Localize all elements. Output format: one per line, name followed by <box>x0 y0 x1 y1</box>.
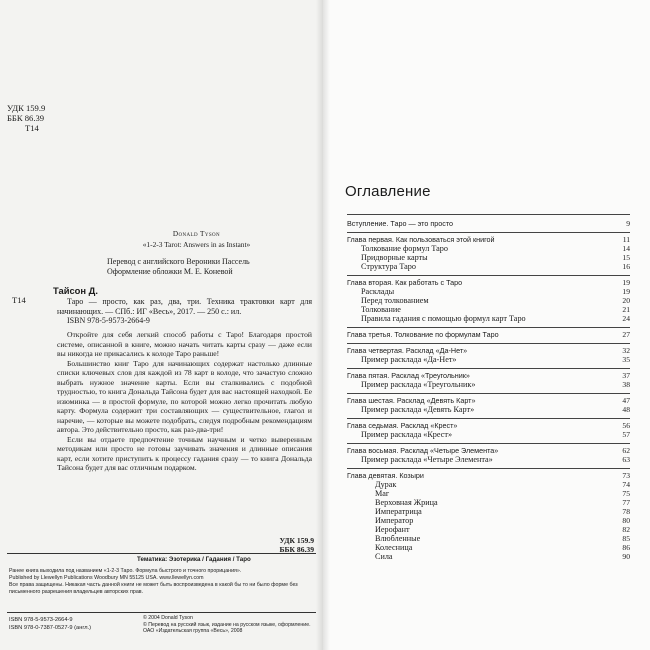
toc-entry-row <box>347 489 630 498</box>
toc-page-number: 57 <box>622 430 630 439</box>
toc-entry-label: Иерофант <box>375 525 410 534</box>
toc-entry-label: Глава седьмая. Расклад «Крест» <box>347 421 458 430</box>
toc-chapter-row <box>347 343 630 355</box>
toc-page-number: 27 <box>622 330 630 339</box>
toc-entry-row <box>347 516 630 525</box>
toc-chapter-row <box>347 214 630 228</box>
entry-text: Таро — просто, как раз, два, три. Техника трактовки карт для начинающих. — СПб.: ИГ «Весь», 2017. — 250 с.: ил. <box>57 297 312 316</box>
udk-block-top <box>7 103 45 133</box>
toc-page-number: 78 <box>622 507 630 516</box>
annotation-paragraph: Откройте для себя легкий способ работы с Таро! Благодаря простой системе, описанной в книге, можно начать читать карты сразу — даже если вы никогда не прикасались к колоде Таро раньше! <box>57 330 312 358</box>
divider <box>7 612 316 613</box>
toc-entry-label: Императрица <box>375 507 422 516</box>
toc-entry-row <box>347 355 630 364</box>
toc-entry-row <box>347 296 630 305</box>
toc-entry-label: Колесница <box>375 543 413 552</box>
imprint-block <box>9 568 314 596</box>
toc-entry-row <box>347 430 630 439</box>
toc-page-number: 85 <box>622 534 630 543</box>
copyright-line: © 2004 Donald Tyson <box>143 615 193 621</box>
toc-page-number: 20 <box>622 296 630 305</box>
toc-page-number: 9 <box>626 219 630 228</box>
toc-page-number: 15 <box>622 253 630 262</box>
toc-page-number: 86 <box>622 543 630 552</box>
toc-entry-row <box>347 552 630 561</box>
toc-entry-row <box>347 244 630 253</box>
catalog-mark: Т14 <box>12 295 26 305</box>
toc-page-number: 48 <box>622 405 630 414</box>
annotation-paragraph: Если вы отдаете предпочтение точным научным и четко выверенным методикам или просто не готовы заучивать значения и длинные описания карт, если хотите приступить к процессу гадания сразу — то книга Дональда Тайсона будет для вас отличным подарком. <box>57 434 312 472</box>
bbk-line: ББК 86.39 <box>7 113 45 123</box>
toc-entry-row <box>347 498 630 507</box>
toc-chapter-row <box>347 368 630 380</box>
copyright-block <box>143 615 318 635</box>
book-gutter <box>316 0 330 650</box>
toc-page-number: 74 <box>622 480 630 489</box>
imprint-line: Ранее книга выходила под названием «1-2-3 Таро. Формула быстрого и точного прорицания». <box>9 568 242 574</box>
toc-entry-label: Глава третья. Толкование по формулам Таро <box>347 330 499 339</box>
toc-entry-row <box>347 534 630 543</box>
toc-entry-row <box>347 405 630 414</box>
toc-entry-label: Император <box>375 516 414 525</box>
toc-entry-label: Толкование формул Таро <box>361 244 448 253</box>
toc-entry-row <box>347 507 630 516</box>
toc-page-number: 35 <box>622 355 630 364</box>
toc-entry-row <box>347 287 630 296</box>
toc-page-number: 90 <box>622 552 630 561</box>
annotation-paragraph: Большинство книг Таро для начинающих содержат настолько длинные списки ключевых слов для каждой из 78 карт в колоде, что зачастую сложно выбрать нужное значение карты. Если вы сталкивались с подобной трудностью, то книга Дональда Тайсона будет для вас настоящей находкой. Ее изюминка — в простой формуле, по которой можно легко прочитать любую карту. Формула содержит три составляющих — существительное, глагол и наречие, — которые вы можете подобрать, следуя подробным рекомендациям автора. Это действительно просто, как раз-два-три! <box>57 358 312 434</box>
toc-page-number: 19 <box>622 287 630 296</box>
toc-entry-row <box>347 480 630 489</box>
toc-page-number: 47 <box>622 396 630 405</box>
topic-line: Тематика: Эзотерика / Гадания / Таро <box>137 556 251 563</box>
annotation <box>57 330 312 473</box>
imprint-line: Published by Llewellyn Publications Woodbury MN 55125 USA. www.llewellyn.com <box>9 575 204 581</box>
toc-entry-label: Глава вторая. Как работать с Таро <box>347 278 463 287</box>
toc-entry-label: Глава четвертая. Расклад «Да-Нет» <box>347 346 468 355</box>
toc-entry-label: Маг <box>375 489 390 498</box>
author-name: Тайсон Д. <box>53 285 98 296</box>
toc-entry-label: Глава первая. Как пользоваться этой книгой <box>347 235 495 244</box>
toc-entry-label: Глава восьмая. Расклад «Четыре Элемента» <box>347 446 499 455</box>
toc-chapter-row <box>347 275 630 287</box>
imprint-line: Все права защищены. Никакая часть данной книги не может быть воспроизведена в какой бы то ни было форме без письменного разрешения владельцев авторских прав. <box>9 582 298 595</box>
toc-page-number: 21 <box>622 305 630 314</box>
toc-entry-label: Толкование <box>361 305 401 314</box>
toc-page-number: 62 <box>622 446 630 455</box>
toc-page-number: 24 <box>622 314 630 323</box>
toc-entry-row <box>347 455 630 464</box>
toc-page-number: 56 <box>622 421 630 430</box>
copyright-line: © Перевод на русский язык, издание на русском языке, оформление. ОАО «Издательская группа «Весь», 2008 <box>143 621 311 635</box>
toc-entry-label: Перед толкованием <box>361 296 429 305</box>
toc-page-number: 37 <box>622 371 630 380</box>
bibliographic-entry <box>57 297 312 326</box>
toc-entry-label: Влюбленные <box>375 534 421 543</box>
udk-line: УДК 159.9 <box>7 103 46 113</box>
isbn-block <box>9 616 91 632</box>
translation-credit: Перевод с английского Вероники Пассель <box>107 257 250 266</box>
divider <box>7 553 316 554</box>
toc-entry-label: Вступление. Таро — это просто <box>347 219 454 228</box>
toc-page-number: 19 <box>622 278 630 287</box>
toc-chapter-row <box>347 327 630 339</box>
toc-entry-label: Правила гадания с помощью формул карт Таро <box>361 314 526 323</box>
toc-entry-row <box>347 525 630 534</box>
toc-page-number: 80 <box>622 516 630 525</box>
toc-entry-row <box>347 380 630 389</box>
toc-title: Оглавление <box>345 183 431 200</box>
toc-page-number: 82 <box>622 525 630 534</box>
toc-entry-label: Дурак <box>375 480 397 489</box>
toc-entry-row <box>347 543 630 552</box>
toc-entry-row <box>347 262 630 271</box>
toc-page-number: 16 <box>622 262 630 271</box>
toc-entry-label: Пример расклада «Четыре Элемента» <box>361 455 493 464</box>
original-title: «1-2-3 Tarot: Answers in as Instant» <box>142 240 251 249</box>
toc-entry-row <box>347 305 630 314</box>
toc-entry-label: Пример расклада «Крест» <box>361 430 453 439</box>
udk-block-bottom <box>262 536 314 554</box>
toc-entry-label: Верховная Жрица <box>375 498 438 507</box>
toc-entry-label: Структура Таро <box>361 262 416 271</box>
toc-page-number: 63 <box>622 455 630 464</box>
toc-chapter-row <box>347 393 630 405</box>
toc-chapter-row <box>347 468 630 480</box>
toc-chapter-row <box>347 418 630 430</box>
toc-entry-label: Глава девятая. Козыри <box>347 471 424 480</box>
author-mark-line: Т14 <box>25 123 39 133</box>
toc-page-number: 77 <box>622 498 630 507</box>
toc-entry-row <box>347 253 630 262</box>
udk-line: УДК 159.9 <box>279 536 314 545</box>
toc-entry-label: Придворные карты <box>361 253 428 262</box>
toc-chapter-row <box>347 232 630 244</box>
toc-chapter-row <box>347 443 630 455</box>
isbn-main: ISBN 978-5-9573-2664-9 <box>67 316 150 326</box>
isbn-line: ISBN 978-0-7387-0527-9 (англ.) <box>9 625 92 631</box>
toc-entry-label: Пример расклада «Треугольник» <box>361 380 476 389</box>
toc-page-number: 73 <box>622 471 630 480</box>
toc-entry-label: Пример расклада «Да-Нет» <box>361 355 457 364</box>
toc-page-number: 75 <box>622 489 630 498</box>
toc-entry-label: Расклады <box>361 287 395 296</box>
credits <box>107 257 317 277</box>
toc-entry-row <box>347 314 630 323</box>
bbk-line: ББК 86.39 <box>279 545 314 554</box>
toc-entry-label: Пример расклада «Девять Карт» <box>361 405 475 414</box>
toc-entry-label: Глава шестая. Расклад «Девять Карт» <box>347 396 476 405</box>
toc-entry-label: Глава пятая. Расклад «Треугольник» <box>347 371 470 380</box>
table-of-contents <box>347 214 630 561</box>
original-author: Donald Tyson <box>172 230 221 238</box>
toc-page-number: 38 <box>622 380 630 389</box>
toc-page-number: 11 <box>622 235 630 244</box>
toc-page-number: 32 <box>622 346 630 355</box>
isbn-line: ISBN 978-5-9573-2664-9 <box>9 617 73 623</box>
toc-page-number: 14 <box>622 244 630 253</box>
cover-credit: Оформление обложки М. Е. Коневой <box>107 267 233 276</box>
toc-entry-label: Сила <box>375 552 393 561</box>
